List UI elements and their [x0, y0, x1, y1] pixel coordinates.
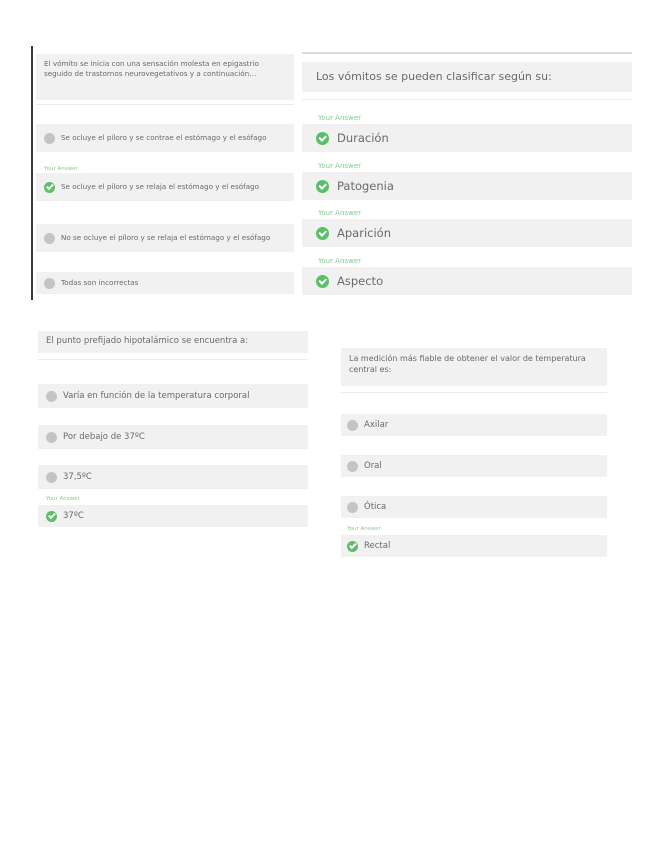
radio-unselected-icon: [44, 133, 55, 144]
radio-unselected-icon: [44, 233, 55, 244]
question-text: El punto prefijado hipotalámico se encuentra a:: [38, 331, 308, 353]
answer-option-2[interactable]: [302, 172, 632, 200]
check-circle-icon: [316, 275, 329, 288]
option-label: Todas son incorrectas: [61, 278, 139, 288]
option-label: Duración: [337, 131, 389, 145]
question-card-clasificacion: [302, 52, 632, 297]
radio-unselected-icon: [46, 432, 57, 443]
your-answer-label: Your Answer: [347, 526, 381, 532]
answer-option-2[interactable]: [38, 425, 308, 449]
option-label: 37,5ºC: [63, 472, 92, 482]
option-label: Se ocluye el píloro y se contrae el estómago y el esófago: [61, 133, 267, 143]
your-answer-label: Your Answer: [46, 496, 80, 502]
option-label: Varía en función de la temperatura corporal: [63, 391, 250, 401]
answer-option-3[interactable]: [341, 496, 607, 518]
option-label: 37ºC: [63, 511, 84, 521]
answer-option-1[interactable]: [341, 414, 607, 436]
option-label: Axilar: [364, 420, 389, 430]
question-card-vomito: [36, 54, 294, 296]
question-card-temperatura-central: [341, 346, 607, 560]
your-answer-label: Your Answer: [318, 257, 361, 265]
answer-option-3[interactable]: [36, 224, 294, 252]
question-text: El vómito se inicia con una sensación molesta en epigastrio seguido de trastornos neurovegetativos y a continuación…: [36, 54, 294, 100]
radio-unselected-icon: [347, 461, 358, 472]
answer-option-4[interactable]: [36, 272, 294, 294]
answer-option-1[interactable]: [302, 124, 632, 152]
option-label: Aspecto: [337, 274, 384, 288]
answer-option-4[interactable]: [302, 267, 632, 295]
question-text: La medición más fiable de obtener el valor de temperatura central es:: [341, 348, 607, 386]
option-label: Ótica: [364, 502, 387, 512]
check-circle-icon: [316, 132, 329, 145]
option-label: Por debajo de 37ºC: [63, 432, 145, 442]
check-circle-icon: [316, 227, 329, 240]
check-circle-icon: [347, 541, 358, 552]
divider: [341, 392, 607, 393]
option-label: Se ocluye el píloro y se relaja el estómago y el esófago: [61, 182, 259, 192]
check-circle-icon: [44, 182, 55, 193]
answer-option-2[interactable]: [36, 173, 294, 201]
radio-unselected-icon: [46, 472, 57, 483]
divider: [36, 104, 294, 105]
radio-unselected-icon: [347, 420, 358, 431]
answer-option-1[interactable]: [36, 124, 294, 152]
your-answer-label: Your Answer: [318, 114, 361, 122]
question-text: Los vómitos se pueden clasificar según su:: [302, 62, 632, 92]
option-label: Oral: [364, 461, 382, 471]
divider: [302, 99, 632, 100]
answer-option-3[interactable]: [38, 465, 308, 489]
top-divider: [302, 52, 632, 54]
your-answer-label: Your Answer: [44, 166, 78, 172]
answer-option-1[interactable]: [38, 384, 308, 408]
radio-unselected-icon: [46, 391, 57, 402]
your-answer-label: Your Answer: [318, 209, 361, 217]
answer-option-3[interactable]: [302, 219, 632, 247]
left-border-bar: [31, 46, 33, 300]
your-answer-label: Your Answer: [318, 162, 361, 170]
radio-unselected-icon: [347, 502, 358, 513]
answer-option-2[interactable]: [341, 455, 607, 477]
answer-option-4[interactable]: [341, 535, 607, 557]
check-circle-icon: [316, 180, 329, 193]
option-label: Rectal: [364, 541, 391, 551]
answer-option-4[interactable]: [38, 505, 308, 527]
option-label: Patogenia: [337, 179, 394, 193]
check-circle-icon: [46, 511, 57, 522]
option-label: Aparición: [337, 226, 391, 240]
radio-unselected-icon: [44, 278, 55, 289]
divider: [38, 359, 308, 360]
question-card-punto-prefijado: [38, 331, 308, 531]
option-label: No se ocluye el píloro y se relaja el estómago y el esófago: [61, 233, 271, 243]
